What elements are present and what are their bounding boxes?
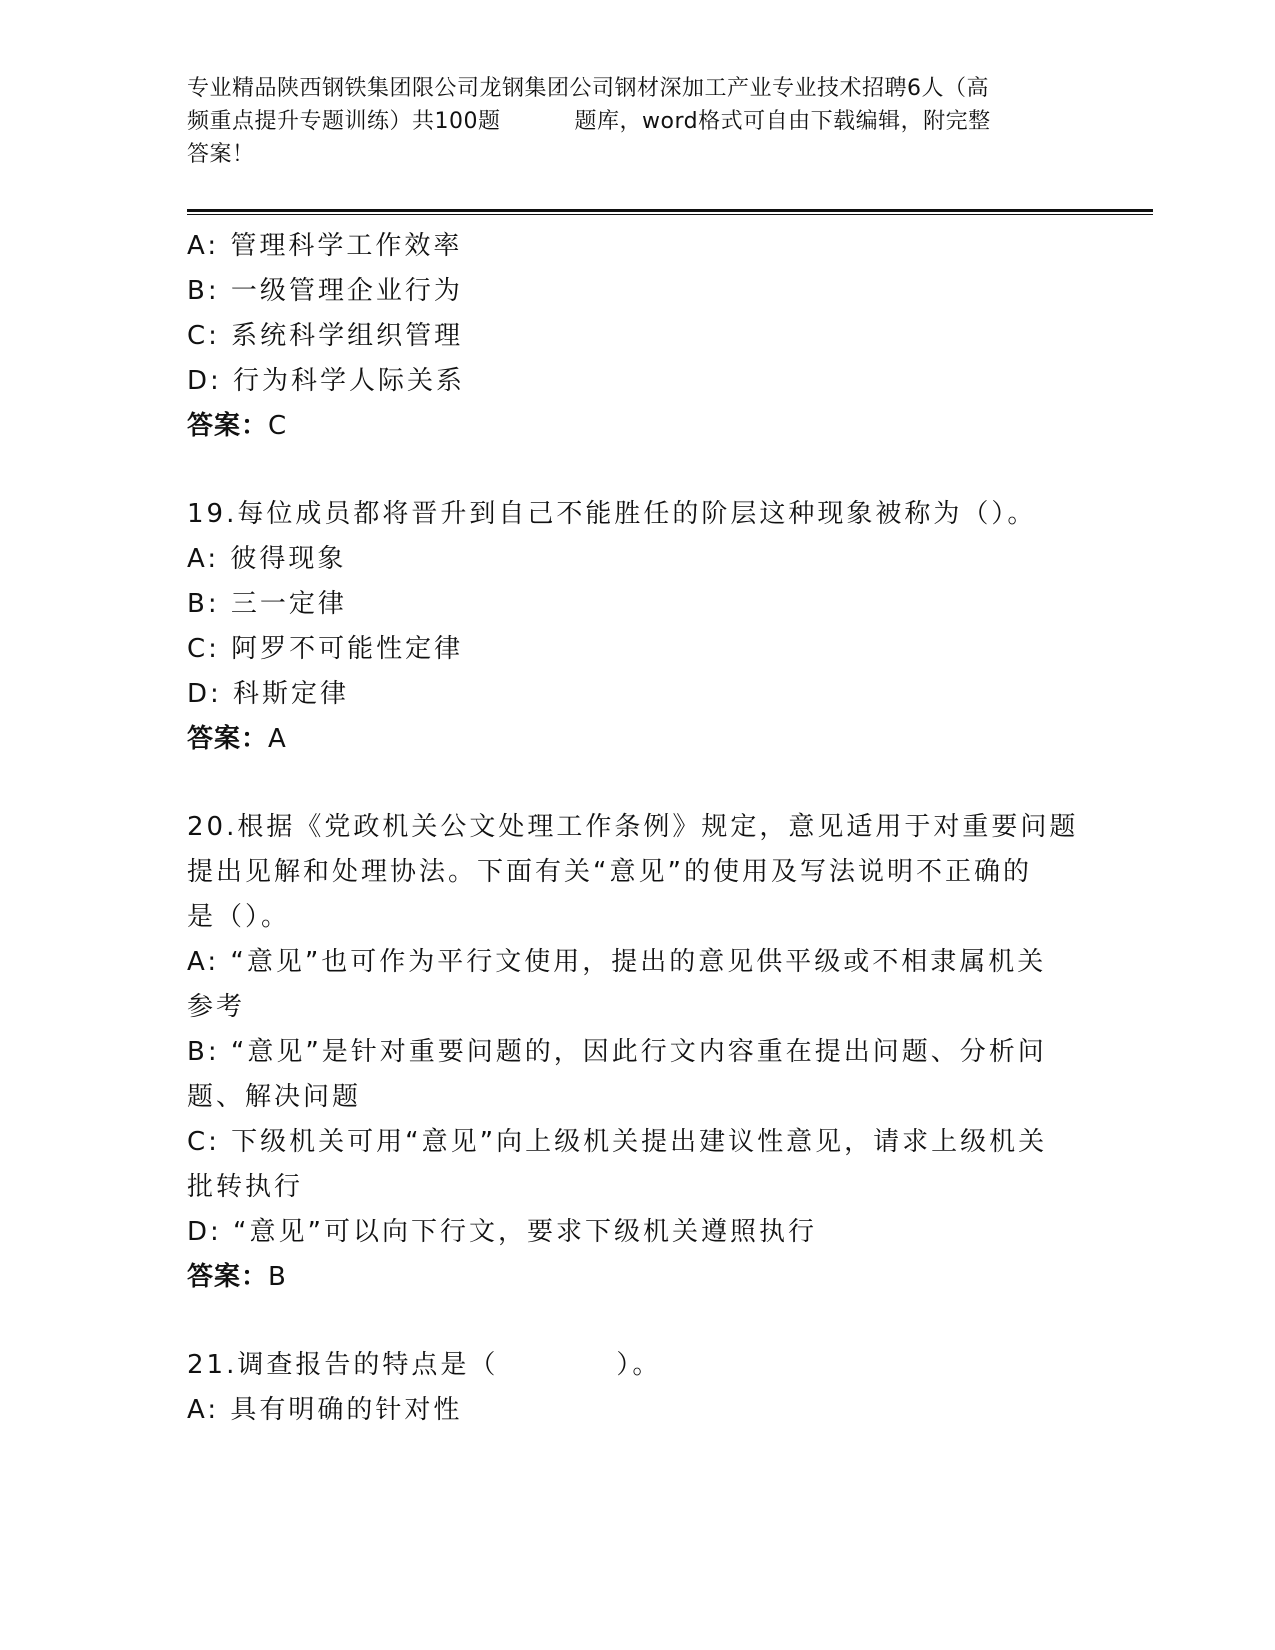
option-a-continued: 参考 bbox=[187, 992, 246, 1022]
header-line-3: 答案！ bbox=[187, 142, 255, 167]
option-d: D: “意见”可以向下行文，要求下级机关遵照执行 bbox=[187, 1217, 817, 1247]
option-a: A: 彼得现象 bbox=[187, 544, 347, 574]
answer-value: A bbox=[268, 724, 287, 754]
header-divider-thin bbox=[187, 214, 1153, 215]
question-21 bbox=[187, 1343, 1077, 1433]
option-a: A: “意见”也可作为平行文使用，提出的意见供平级或不相隶属机关 bbox=[187, 947, 1047, 977]
header-line-2 bbox=[187, 105, 1087, 138]
document-header bbox=[187, 72, 1087, 171]
question-stem-line-1: 20.根据《党政机关公文处理工作条例》规定，意见适用于对重要问题 bbox=[187, 812, 1079, 842]
answer-label: 答案： bbox=[187, 1262, 269, 1292]
option-a: A: 具有明确的针对性 bbox=[187, 1395, 463, 1425]
question-stem-line-3: 是（）。 bbox=[187, 902, 291, 932]
header-line-2-part-2: 题库，word格式可自由下载编辑，附完整 bbox=[574, 109, 991, 134]
answer-value: C bbox=[268, 411, 288, 441]
question-list bbox=[187, 224, 1077, 1433]
answer-value: B bbox=[268, 1262, 287, 1292]
option-d: D: 科斯定律 bbox=[187, 679, 350, 709]
answer bbox=[187, 1255, 1077, 1300]
question-stem: 19.每位成员都将晋升到自己不能胜任的阶层这种现象被称为（）。 bbox=[187, 499, 1037, 529]
option-c: C: 系统科学组织管理 bbox=[187, 321, 464, 351]
answer-label: 答案： bbox=[187, 411, 269, 441]
question-stem-start: 21.调查报告的特点是（ bbox=[187, 1350, 499, 1380]
answer-label: 答案： bbox=[187, 724, 269, 754]
option-b: B: “意见”是针对重要问题的，因此行文内容重在提出问题、分析问 bbox=[187, 1037, 1047, 1067]
prev-question bbox=[187, 224, 1077, 449]
option-c: C: 阿罗不可能性定律 bbox=[187, 634, 464, 664]
option-a: A: 管理科学工作效率 bbox=[187, 231, 463, 261]
option-c: C: 下级机关可用“意见”向上级机关提出建议性意见，请求上级机关 bbox=[187, 1127, 1048, 1157]
option-c-continued: 批转执行 bbox=[187, 1172, 304, 1202]
answer bbox=[187, 717, 1077, 762]
header-line-1: 专业精品陕西钢铁集团限公司龙钢集团公司钢材深加工产业专业技术招聘6人（高 bbox=[187, 76, 989, 101]
header-divider-thick bbox=[187, 209, 1153, 212]
question-20 bbox=[187, 805, 1077, 1300]
option-d: D: 行为科学人际关系 bbox=[187, 366, 466, 396]
option-b: B: 一级管理企业行为 bbox=[187, 276, 463, 306]
question-19 bbox=[187, 492, 1077, 762]
question-stem bbox=[187, 1343, 1077, 1388]
option-b-continued: 题、解决问题 bbox=[187, 1082, 362, 1112]
question-stem-end: ）。 bbox=[616, 1350, 662, 1380]
option-b: B: 三一定律 bbox=[187, 589, 347, 619]
question-stem-line-2: 提出见解和处理协法。下面有关“意见”的使用及写法说明不正确的 bbox=[187, 857, 1032, 887]
answer bbox=[187, 404, 1077, 449]
header-line-2-part-1: 频重点提升专题训练）共100题 bbox=[187, 109, 501, 134]
